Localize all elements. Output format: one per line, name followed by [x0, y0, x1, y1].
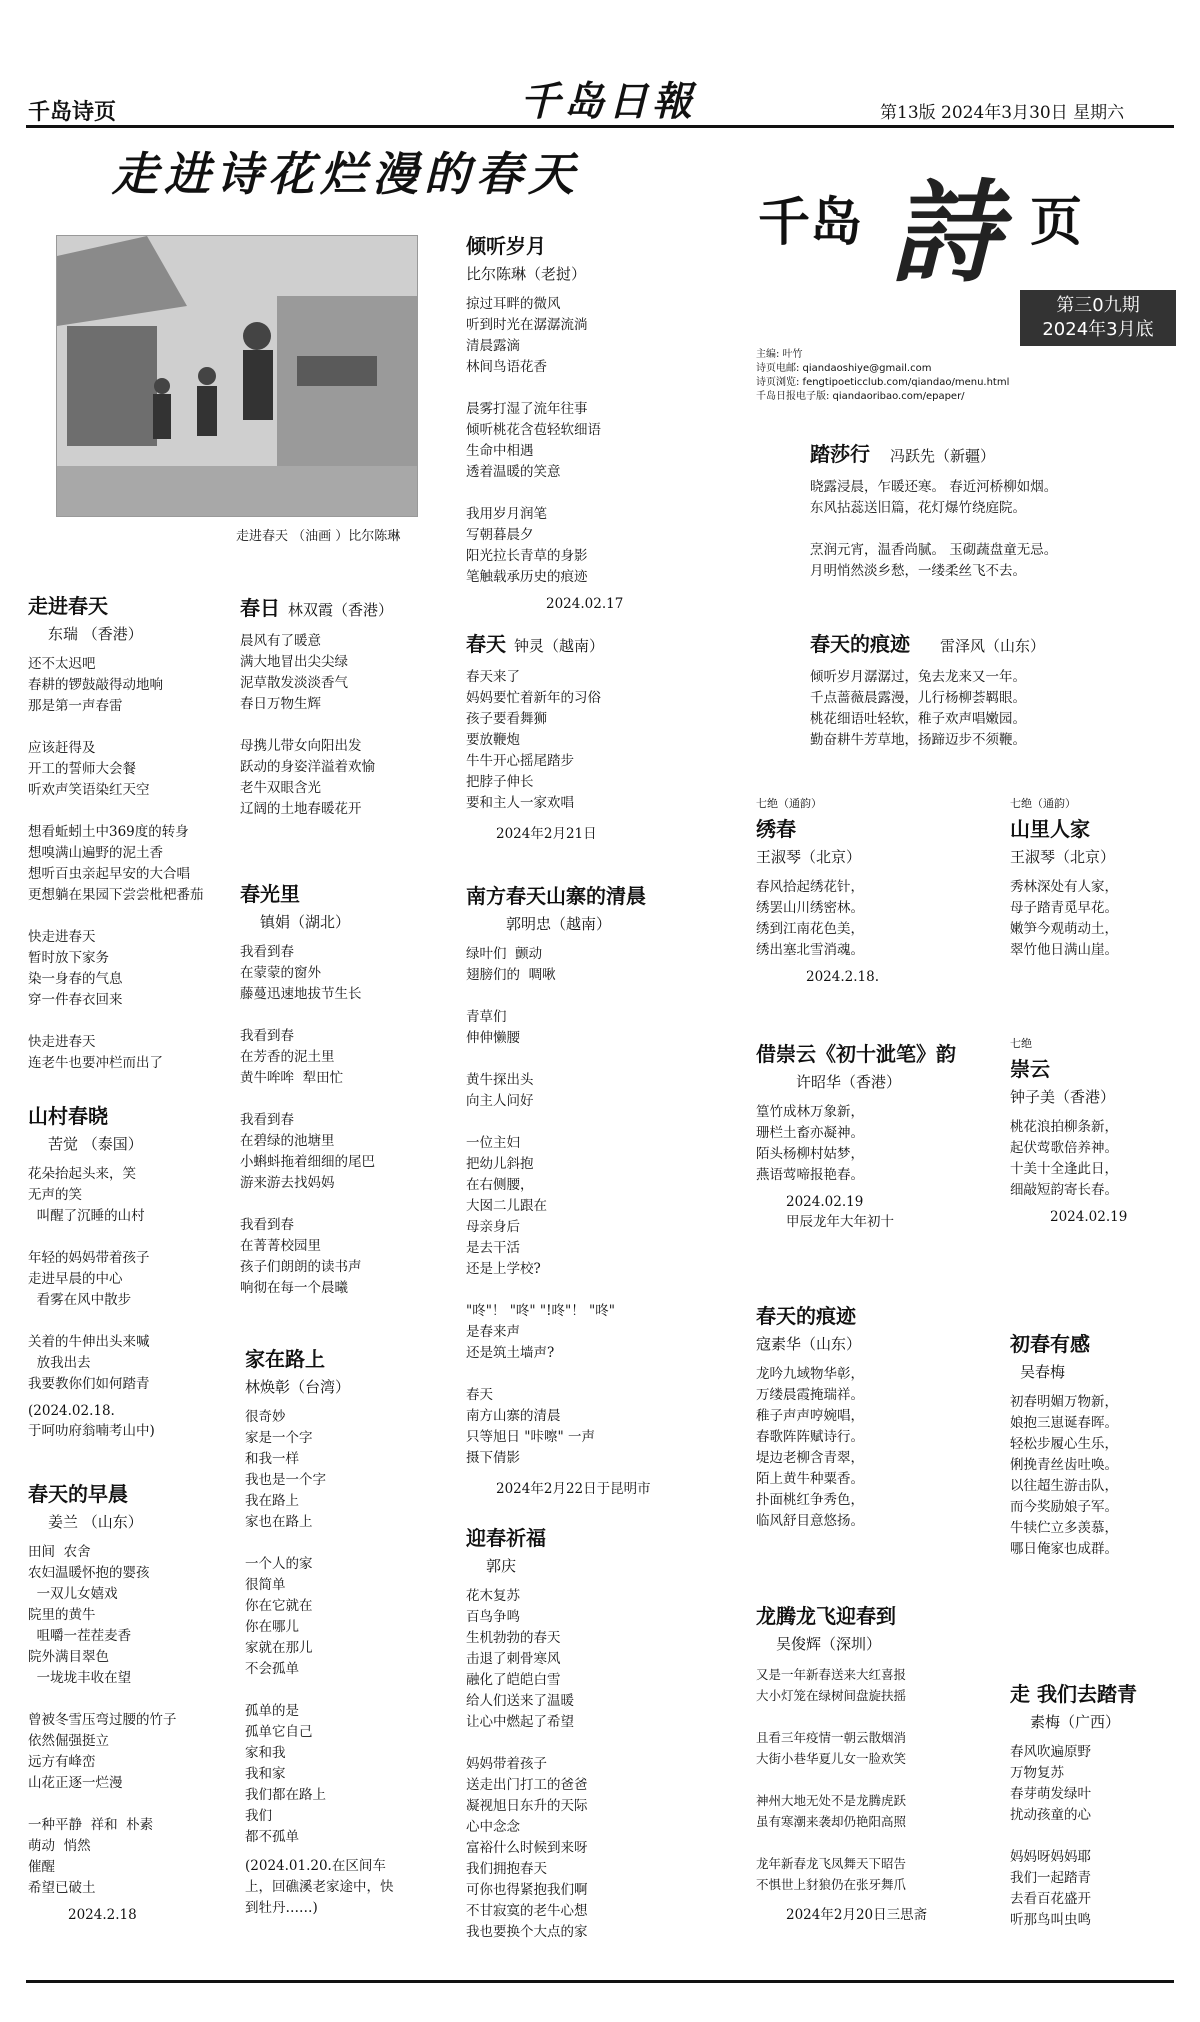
poem-p13: [756, 795, 956, 985]
poem-text: 秀林深处有人家， 母子踏青觅早花。 嫩笋今观萌动土， 翠竹他日满山崖。: [1010, 879, 1118, 958]
poem-p16: [1010, 1035, 1175, 1225]
poem-date: 2024.02.19 甲辰龙年大年初十: [786, 1194, 894, 1230]
poem-text: 掠过耳畔的微风 听到时光在潺潺流淌 清晨露滴 林间鸟语花香 晨雾打湿了流年往事 倾听桃花含苞轻软细语 生命中相遇 透着温暖的笑意 我用岁月润笔 写朝暮晨夕 阳光拉长青草的身影 笔触载承历史的痕迹: [466, 296, 601, 585]
masthead-calligraphy: 詩: [890, 168, 1000, 297]
poem-text: 晓露浸晨，乍暖还寒。 春近河桥柳如烟。 东风拈蕊送旧篇，花灯爆竹绕庭院。 烹润元宵，温香尚腻。 玉砌蔬盘童无忌。 月明悄然淡乡愁，一缕柔丝飞不去。: [810, 479, 1058, 579]
poem-p10: [466, 1522, 696, 1943]
poem-p2: [28, 1100, 238, 1439]
poem-text: 绿叶们 颤动 翅膀们的 啁啾 青草们 伸伸懒腰 黄牛探出头 向主人问好 一位主妇 把幼儿斜抱 在右侧腰， 大囡二儿跟在 母亲身后 是去干活 还是上学校? "咚"！ "咚" "!咚"！ "咚" 是春来声 还是筑土墙声? 春天 南方山寨的清晨 只等旭日 "咔嚓" 一声 摄下倩影: [466, 946, 615, 1466]
poem-p1: [28, 590, 238, 1074]
poem-date: 2024.2.18.: [806, 969, 879, 985]
poem-title: 踏莎行: [810, 442, 870, 466]
poem-title: 春天的痕迹: [810, 632, 910, 656]
poem-title: 绣春: [756, 817, 796, 841]
poem-author: 王淑琴（北京）: [1010, 848, 1116, 866]
poem-p17: [756, 1300, 956, 1532]
poem-text: 花木复苏 百鸟争鸣 生机勃勃的春天 击退了刺骨寒风 融化了皑皑白雪 给人们送来了温暖 让心中燃起了希望 妈妈带着孩子 送走出门打工的爸爸 凝视旭日东升的天际 心中念念 富裕什么时候到来呀 我们拥抱春天 可你也得紧抱我们啊 不甘寂寞的老牛心想 我也要换个大点的家: [466, 1588, 588, 1940]
poem-author: 王淑琴（北京）: [756, 848, 862, 866]
poem-title: 家在路上: [245, 1347, 325, 1371]
issue-date: 2024年3月底: [1042, 319, 1154, 340]
poem-text: 花朵抬起头来，笑 无声的笑 叫醒了沉睡的山村 年轻的妈妈带着孩子 走进早晨的中心 看雾在风中散步 关着的牛伸出头来喊 放我出去 我要教你们如何踏青: [28, 1166, 150, 1392]
oil-painting-image: [56, 235, 418, 517]
poem-title: 春日: [240, 596, 280, 620]
poem-p14: [1010, 795, 1175, 961]
poem-p7: [466, 230, 696, 612]
poem-p6: [245, 1343, 445, 1919]
issue-number: 第三0九期: [1056, 295, 1140, 316]
issue-badge: [1020, 290, 1176, 346]
poem-date: 2024年2月21日: [496, 826, 597, 842]
poem-p9: [466, 880, 696, 1497]
poem-author: 雷泽风（山东）: [940, 637, 1046, 655]
poem-author: 镇娟（湖北）: [260, 913, 351, 931]
poem-title: 南方春天山寨的清晨: [466, 884, 646, 908]
contact-email: 诗页电邮: qiandaoshiye@gmail.com: [756, 363, 932, 374]
poem-date: 2024年2月22日于昆明市: [496, 1481, 651, 1497]
poem-title: 山村春晓: [28, 1104, 108, 1128]
poem-author: 姜兰 （山东）: [48, 1513, 143, 1531]
poem-title: 春光里: [240, 882, 300, 906]
painting-caption: 走进春天 （油画 ）比尔陈琳: [236, 529, 401, 544]
poem-tag: 七绝（通韵）: [756, 797, 822, 810]
poem-text: 初春明媚万物新， 娘抱三崽诞春晖。 轻松步履心生乐， 俐挽青丝齿吐唤。 以往超生游击队， 而今奖励娘子军。 牛犊伫立多羡慕， 哪日俺家也成群。: [1010, 1394, 1118, 1557]
poem-tag: 七绝: [1010, 1037, 1032, 1050]
page-title: 走进诗花烂漫的春天: [112, 147, 580, 201]
poem-title: 倾听岁月: [466, 234, 546, 258]
poem-title: 迎春祈福: [466, 1526, 546, 1550]
poem-title: 山里人家: [1010, 817, 1090, 841]
poem-date: 2024.2.18: [68, 1907, 137, 1923]
poem-author: 林焕彰（台湾）: [245, 1378, 351, 1396]
poem-author: 寇素华（山东）: [756, 1335, 862, 1353]
poem-author: 素梅（广西）: [1030, 1713, 1121, 1731]
contact-epaper: 千岛日报电子版: qiandaoribao.com/epaper/: [756, 391, 965, 402]
poem-author: 比尔陈琳（老挝）: [466, 265, 587, 283]
poem-text: 晨风有了暖意 满大地冒出尖尖绿 泥草散发淡淡香气 春日万物生辉 母携儿带女向阳出发 跃动的身姿洋溢着欢愉 老牛双眼含光 辽阔的土地春暖花开: [240, 633, 375, 817]
edition-info: 第13版 2024年3月30日 星期六: [880, 103, 1125, 123]
poem-author: 钟灵（越南）: [514, 637, 605, 655]
poem-date: (2024.01.20.在区间车 上，回礁溪老家途中，快 到牡丹……): [245, 1858, 394, 1916]
masthead-qiandao: 千岛: [758, 192, 863, 253]
poem-date: 2024年2月20日三思斋: [786, 1907, 928, 1923]
poem-date: (2024.02.18. 于呵叻府翁喃考山中): [28, 1403, 155, 1439]
poem-title: 春天: [466, 632, 506, 656]
poem-author: 林双霞（香港）: [288, 601, 394, 619]
poem-text: 春风拾起绣花针， 绣罢山川绣密林。 绣到江南花色美， 绣出塞北雪消魂。: [756, 879, 864, 958]
poem-tag: 七绝（通韵）: [1010, 797, 1076, 810]
poem-title: 春天的早晨: [28, 1482, 128, 1506]
poem-title: 走 我们去踏青: [1010, 1682, 1137, 1706]
masthead-ye: 页: [1030, 192, 1083, 253]
poem-text: 春风吹遍原野 万物复苏 春芽萌发绿叶 扰动孩童的心 妈妈呀妈妈耶 我们一起踏青 去看百花盛开 听那鸟叫虫鸣: [1010, 1744, 1091, 1928]
poem-author: 吴俊辉（深圳）: [776, 1635, 882, 1653]
section-name: 千岛诗页: [28, 100, 117, 125]
poem-author: 钟子美（香港）: [1010, 1088, 1116, 1106]
poem-text: 篁竹成林万象新， 珊栏土畜亦凝神。 陌头杨柳村姑梦， 燕语莺啼报艳春。: [756, 1104, 864, 1183]
poem-text: 春天来了 妈妈要忙着新年的习俗 孩子要看舞狮 要放鞭炮 牛牛开心摇尾踏步 把脖子伸长 要和主人一家欢唱: [466, 669, 601, 811]
newspaper-logo: 千岛日報: [520, 78, 696, 125]
poem-text: 很奇妙 家是一个字 和我一样 我也是一个字 我在路上 家也在路上 一个人的家 很简单 你在它就在 你在哪儿 家就在那儿 不会孤单 孤单的是 孤单它自己 家和我 我和家 我们都在路上 我们 都不孤单: [245, 1409, 326, 1845]
poem-author: 苦觉 （泰国）: [48, 1135, 143, 1153]
contact-web: 诗页浏览: fengtipoeticclub.com/qiandao/menu.html: [756, 377, 1010, 388]
poem-title: 龙腾龙飞迎春到: [756, 1604, 896, 1628]
contact-editor: 主编: 叶竹: [756, 349, 803, 360]
poem-p8: [466, 628, 696, 842]
poem-title: 崇云: [1010, 1057, 1050, 1081]
poem-author: 东瑞 （香港）: [48, 625, 143, 643]
poem-p3: [28, 1478, 238, 1923]
poem-p4: [240, 592, 450, 820]
poem-text: 还不太迟吧 春耕的锣鼓敲得动地响 那是第一声春雷 应该赶得及 开工的誓师大会餐 听欢声笑语染红天空 想看蚯蚓土中369度的转身 想嗅满山遍野的泥土香 想听百虫亲起早安的大合唱 更想躺在果园下尝尝枇杷番茄 快走进春天 暂时放下家务 染一身春的气息 穿一件春衣回来 快走进春天 连老牛也要冲栏而出了: [28, 656, 204, 1071]
poem-p15: [756, 1038, 966, 1230]
poem-text: 又是一年新春送来大红喜报 大小灯笼在绿树间盘旋扶摇 且看三年疫情一朝云散烟消 大街小巷华夏儿女一脸欢笑 神州大地无处不是龙腾虎跃 虽有寒潮来袭却仍艳阳高照 龙年新春龙飞凤舞天下昭告 不惧世上豺狼仍在张牙舞爪: [756, 1667, 907, 1892]
poem-p18: [1010, 1328, 1175, 1560]
poem-title: 走进春天: [28, 594, 108, 618]
poem-p5: [240, 878, 450, 1299]
poem-text: 倾听岁月潺潺过，兔去龙来又一年。 千点蔷薇晨露漫，儿行杨柳荟羁眼。 桃花细语吐轻软，稚子欢声唱嫩园。 勤奋耕牛芳草地，扬蹄迈步不须鞭。: [810, 669, 1026, 748]
footer-rule: [26, 1980, 1174, 1983]
poem-author: 冯跃先（新疆）: [890, 447, 996, 465]
poem-date: 2024.02.19: [1050, 1209, 1128, 1225]
contact-info: [756, 348, 1009, 404]
poem-text: 我看到春 在蒙蒙的窗外 藤蔓迅速地拔节生长 我看到春 在芳香的泥土里 黄牛哞哞 犁田忙 我看到春 在碧绿的池塘里 小蝌蚪拖着细细的尾巴 游来游去找妈妈 我看到春 在菁菁校园里 孩子们朗朗的读书声 响彻在每一个晨曦: [240, 944, 375, 1296]
poem-author: 吴春梅: [1020, 1363, 1066, 1381]
poem-p20: [1010, 1678, 1175, 1931]
painting-illustration: [57, 236, 417, 516]
poem-p12: [810, 628, 1170, 751]
poem-title: 春天的痕迹: [756, 1304, 856, 1328]
poem-author: 许昭华（香港）: [796, 1073, 902, 1091]
poem-title: 初春有感: [1010, 1332, 1090, 1356]
poem-author: 郭庆: [486, 1557, 517, 1575]
poem-author: 郭明忠（越南）: [506, 915, 612, 933]
poem-p19: [756, 1600, 976, 1923]
poem-text: 田间 农舍 农妇温暖怀抱的婴孩 一双儿女嬉戏 院里的黄牛 咀嚼一茬茬麦香 院外满目翠色 一垅垅丰收在望 曾被冬雪压弯过腰的竹子 依然倔强挺立 远方有峰峦 山花正逐一烂漫 一种平静 祥和 朴素 萌动 悄然 催醒 希望已破土: [28, 1544, 177, 1896]
poem-text: 桃花浪拍柳条新， 起伏莺歌倍养神。 十美十全逢此日， 细敲短韵寄长春。: [1010, 1119, 1118, 1198]
poem-p11: [810, 438, 1170, 582]
poem-title: 借崇云《初十泚笔》韵: [756, 1042, 956, 1066]
header-rule: [26, 125, 1174, 128]
poem-date: 2024.02.17: [546, 596, 624, 612]
poem-text: 龙吟九域物华彰， 万缕晨霞掩瑞祥。 稚子声声哼婉唱， 春歌阵阵赋诗行。 堤边老柳含青翠， 陌上黄牛种粟香。 扑面桃红争秀色， 临风舒目意悠扬。: [756, 1366, 864, 1529]
